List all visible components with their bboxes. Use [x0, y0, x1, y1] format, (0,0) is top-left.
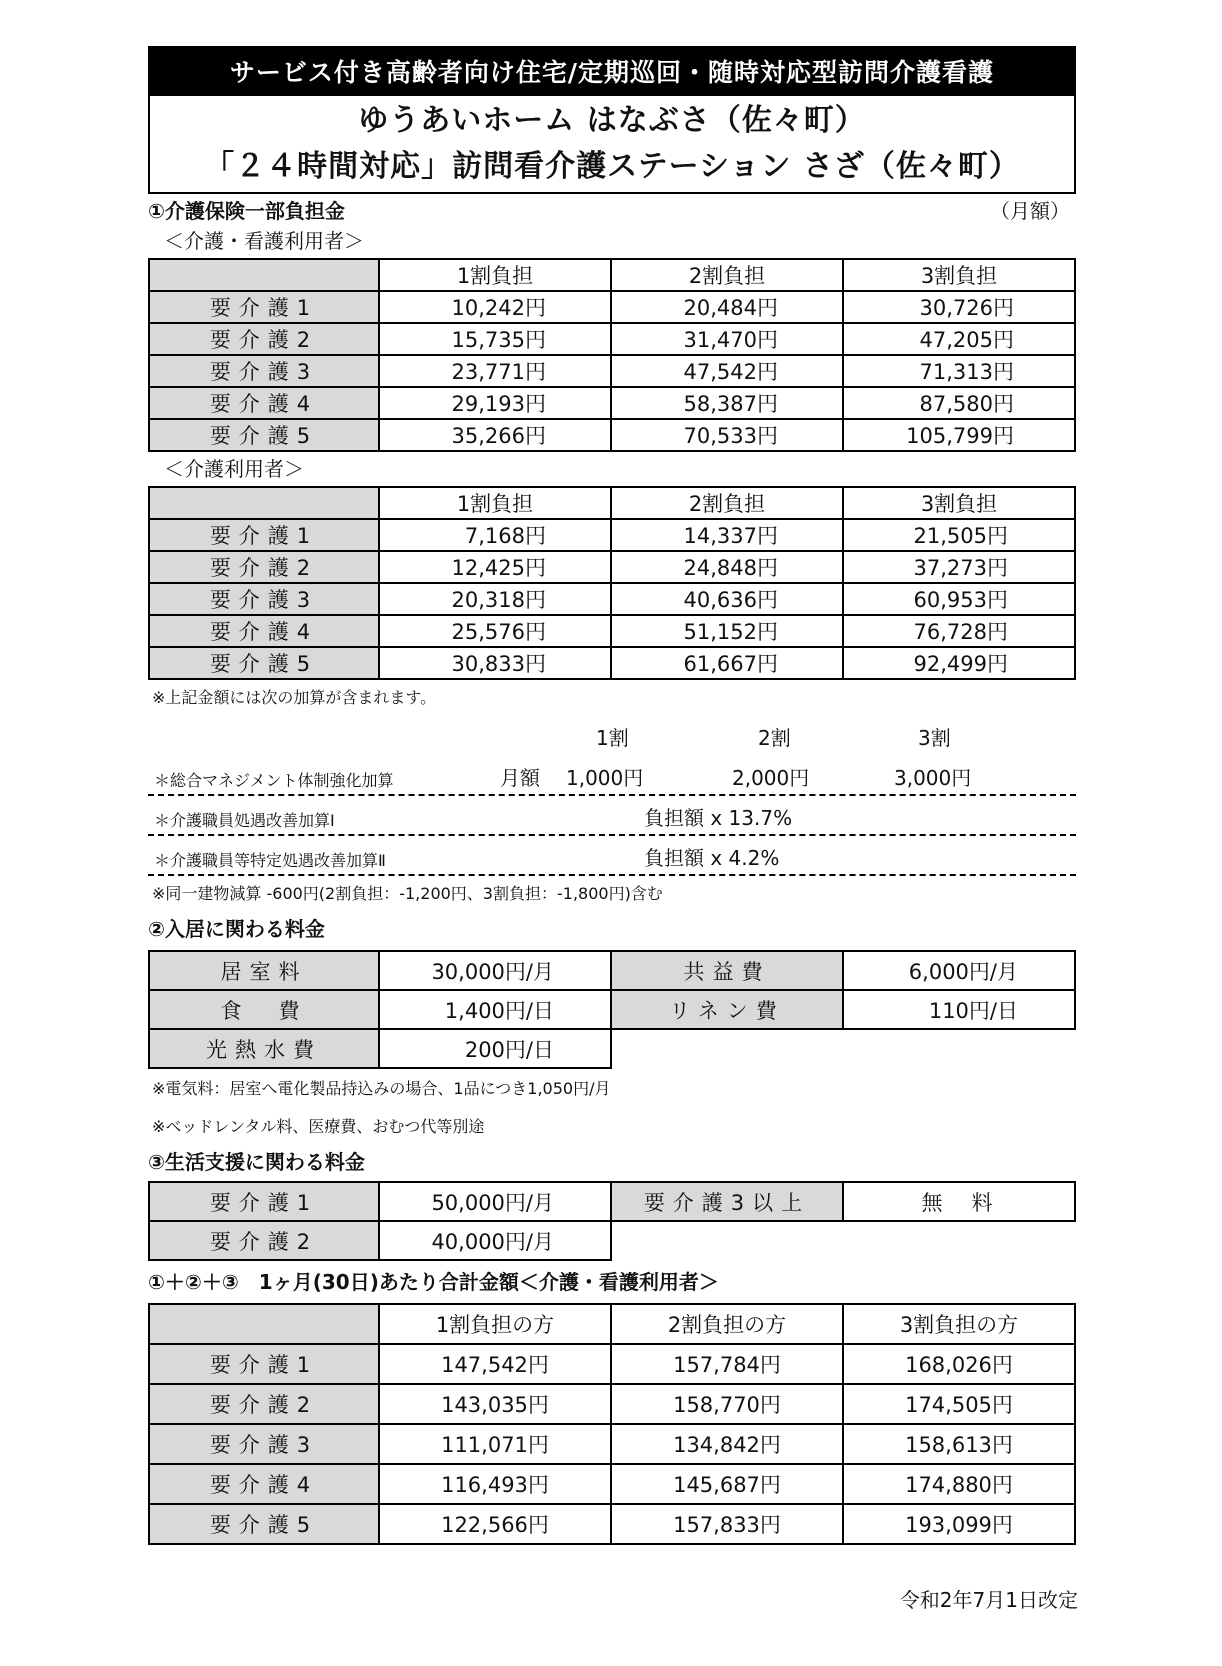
table-header-row: [149, 259, 1075, 291]
amount-cell: 71,313円: [843, 355, 1075, 387]
total-cell: 147,542円: [379, 1344, 611, 1384]
section4-heading: [148, 1261, 1076, 1295]
amount-cell: 61,667円: [611, 647, 843, 679]
section3-title: ③生活支援に関わる料金: [148, 1150, 365, 1174]
addition-label: ＊総合マネジメント体制強化加算: [154, 771, 394, 790]
fee-label: リネン費: [611, 990, 843, 1029]
empty-cell: [843, 1029, 1075, 1068]
support-value: 40,000円/月: [379, 1221, 611, 1260]
facility-name: ゆうあいホーム はなぶさ（佐々町）: [358, 103, 866, 138]
addition-header-row: [148, 716, 1076, 750]
care-level-label: 要介護1: [149, 519, 379, 551]
table-row: [149, 1182, 1075, 1221]
support-value: 無 料: [843, 1182, 1075, 1221]
care-level-label: 要介護4: [149, 387, 379, 419]
amount-cell: 20,318円: [379, 583, 611, 615]
table-row: [149, 1384, 1075, 1424]
header-cell: 2割負担: [611, 259, 843, 291]
tableB-caption: ＜介護利用者＞: [164, 457, 304, 481]
total-cell: 158,770円: [611, 1384, 843, 1424]
amount-cell: 58,387円: [611, 387, 843, 419]
header-blank-cell: [149, 259, 379, 291]
support-label: 要介護1: [149, 1182, 379, 1221]
table-row: [149, 551, 1075, 583]
care-level-label: 要介護2: [149, 1384, 379, 1424]
table-row: [149, 387, 1075, 419]
table-row: [149, 323, 1075, 355]
total-cell: 116,493円: [379, 1464, 611, 1504]
section3-heading: [148, 1145, 1076, 1175]
amount-cell: 76,728円: [843, 615, 1075, 647]
station-name: 「２４時間対応」訪問看介護ステーション さざ（佐々町）: [204, 149, 1020, 184]
empty-cell: [843, 1221, 1075, 1260]
fee-value: 110円/日: [843, 990, 1075, 1029]
amount-cell: 92,499円: [843, 647, 1075, 679]
table-row: [149, 1464, 1075, 1504]
amount-cell: 87,580円: [843, 387, 1075, 419]
amount-cell: 25,576円: [379, 615, 611, 647]
care-level-label: 要介護2: [149, 551, 379, 583]
header-cell: 2割負担: [611, 487, 843, 519]
amount-cell: 30,726円: [843, 291, 1075, 323]
amount-cell: 70,533円: [611, 419, 843, 451]
table-row: [149, 990, 1075, 1029]
header-cell: 1割負担: [379, 259, 611, 291]
amount-cell: 40,636円: [611, 583, 843, 615]
section2-heading: [148, 912, 1076, 942]
amount-cell: 23,771円: [379, 355, 611, 387]
amount-cell: 51,152円: [611, 615, 843, 647]
addition-amount: 3,000円: [894, 766, 972, 790]
support-label: 要介護2: [149, 1221, 379, 1260]
addition-prefix: 月額: [500, 766, 540, 790]
total-cell: 168,026円: [843, 1344, 1075, 1384]
care-level-label: 要介護1: [149, 291, 379, 323]
header-cell: 3割負担: [843, 259, 1075, 291]
amount-cell: 47,205円: [843, 323, 1075, 355]
addition-col-header: 1割: [596, 726, 629, 750]
total-cell: 134,842円: [611, 1424, 843, 1464]
table-header-row: [149, 1304, 1075, 1344]
addition-rate: 負担額 x 4.2%: [644, 846, 780, 870]
support-label: 要介護3以上: [611, 1182, 843, 1221]
total-cell: 111,071円: [379, 1424, 611, 1464]
header-banner: サービス付き高齢者向け住宅/定期巡回・随時対応型訪問介護看護: [148, 46, 1076, 96]
total-cell: 158,613円: [843, 1424, 1075, 1464]
care-level-label: 要介護5: [149, 1504, 379, 1544]
total-cell: 145,687円: [611, 1464, 843, 1504]
table-row: [149, 615, 1075, 647]
addition-label: ＊介護職員等特定処遇改善加算Ⅱ: [154, 851, 386, 870]
total-cell: 122,566円: [379, 1504, 611, 1544]
care-level-label: 要介護5: [149, 647, 379, 679]
header-cell: 1割負担の方: [379, 1304, 611, 1344]
addition-row-treatment: [148, 796, 1076, 836]
fee-value: 200円/日: [379, 1029, 611, 1068]
header-box: [148, 96, 1076, 194]
amount-cell: 60,953円: [843, 583, 1075, 615]
amount-cell: 30,833円: [379, 647, 611, 679]
care-level-label: 要介護5: [149, 419, 379, 451]
addition-row-specific: [148, 836, 1076, 876]
amount-cell: 14,337円: [611, 519, 843, 551]
care-level-label: 要介護3: [149, 1424, 379, 1464]
header-cell: 3割負担: [843, 487, 1075, 519]
header-blank-cell: [149, 1304, 379, 1344]
amount-cell: 24,848円: [611, 551, 843, 583]
total-cell: 157,833円: [611, 1504, 843, 1544]
table-row: [149, 419, 1075, 451]
table-row: [149, 1424, 1075, 1464]
header-cell: 1割負担: [379, 487, 611, 519]
addition-col-header: 3割: [918, 726, 951, 750]
care-level-label: 要介護3: [149, 355, 379, 387]
addition-row-management: [148, 750, 1076, 796]
section1-title: ①介護保険一部負担金: [148, 199, 345, 223]
support-value: 50,000円/月: [379, 1182, 611, 1221]
care-level-label: 要介護4: [149, 1464, 379, 1504]
care-level-label: 要介護1: [149, 1344, 379, 1384]
amount-cell: 20,484円: [611, 291, 843, 323]
electricity-note: ※電気料：居室へ電化製品持込みの場合、1品につき1,050円/月: [152, 1079, 611, 1098]
addition-note: ※上記金額には次の加算が含まれます。: [152, 688, 437, 707]
amount-cell: 21,505円: [843, 519, 1075, 551]
care-level-label: 要介護4: [149, 615, 379, 647]
table-row: [149, 1029, 1075, 1068]
section1-unit: （月額）: [990, 199, 1070, 223]
amount-cell: 37,273円: [843, 551, 1075, 583]
reduction-note: ※同一建物減算 -600円(2割負担：-1,200円、3割負担：-1,800円)含む: [152, 884, 663, 903]
table-row: [149, 583, 1075, 615]
revision-date: 令和2年7月1日改定: [899, 1588, 1078, 1612]
copay-table-care-nursing: [148, 258, 1076, 452]
amount-cell: 7,168円: [379, 519, 611, 551]
addition-rate: 負担額 x 13.7%: [644, 806, 793, 830]
table-row: [149, 519, 1075, 551]
table-row: [149, 1344, 1075, 1384]
amount-cell: 15,735円: [379, 323, 611, 355]
amount-cell: 31,470円: [611, 323, 843, 355]
care-level-label: 要介護2: [149, 323, 379, 355]
copay-table-care: [148, 486, 1076, 680]
addition-label: ＊介護職員処遇改善加算Ⅰ: [154, 811, 335, 830]
tableA-caption: ＜介護・看護利用者＞: [164, 229, 364, 253]
addition-amount: 1,000円: [566, 766, 644, 790]
fee-label: 光熱水費: [149, 1029, 379, 1068]
fee-label: 居室料: [149, 951, 379, 990]
price-sheet: [148, 46, 1076, 1545]
table-row: [149, 1221, 1075, 1260]
section2-title: ②入居に関わる料金: [148, 917, 325, 941]
living-support-fee-table: [148, 1181, 1076, 1261]
addition-amount: 2,000円: [732, 766, 810, 790]
addition-col-header: 2割: [758, 726, 791, 750]
amount-cell: 29,193円: [379, 387, 611, 419]
extra-cost-note: ※ベッドレンタル料、医療費、おむつ代等別途: [152, 1117, 485, 1136]
section4-title: ①＋②＋③ 1ヶ月(30日)あたり合計金額＜介護・看護利用者＞: [148, 1270, 719, 1294]
total-cell: 174,505円: [843, 1384, 1075, 1424]
total-cell: 174,880円: [843, 1464, 1075, 1504]
table-row: [149, 355, 1075, 387]
empty-cell: [611, 1221, 843, 1260]
table-row: [149, 1504, 1075, 1544]
total-cell: 157,784円: [611, 1344, 843, 1384]
amount-cell: 12,425円: [379, 551, 611, 583]
table-row: [149, 291, 1075, 323]
fee-value: 1,400円/日: [379, 990, 611, 1029]
total-cell: 193,099円: [843, 1504, 1075, 1544]
table-row: [149, 951, 1075, 990]
header-blank-cell: [149, 487, 379, 519]
header-cell: 2割負担の方: [611, 1304, 843, 1344]
residence-fee-table: [148, 950, 1076, 1069]
care-level-label: 要介護3: [149, 583, 379, 615]
fee-label: 食 費: [149, 990, 379, 1029]
amount-cell: 47,542円: [611, 355, 843, 387]
fee-value: 30,000円/月: [379, 951, 611, 990]
amount-cell: 10,242円: [379, 291, 611, 323]
fee-value: 6,000円/月: [843, 951, 1075, 990]
amount-cell: 105,799円: [843, 419, 1075, 451]
table-row: [149, 647, 1075, 679]
header-cell: 3割負担の方: [843, 1304, 1075, 1344]
section1-heading: [148, 194, 1076, 224]
amount-cell: 35,266円: [379, 419, 611, 451]
empty-cell: [611, 1029, 843, 1068]
fee-label: 共益費: [611, 951, 843, 990]
table-header-row: [149, 487, 1075, 519]
total-cell: 143,035円: [379, 1384, 611, 1424]
monthly-total-table: [148, 1303, 1076, 1545]
